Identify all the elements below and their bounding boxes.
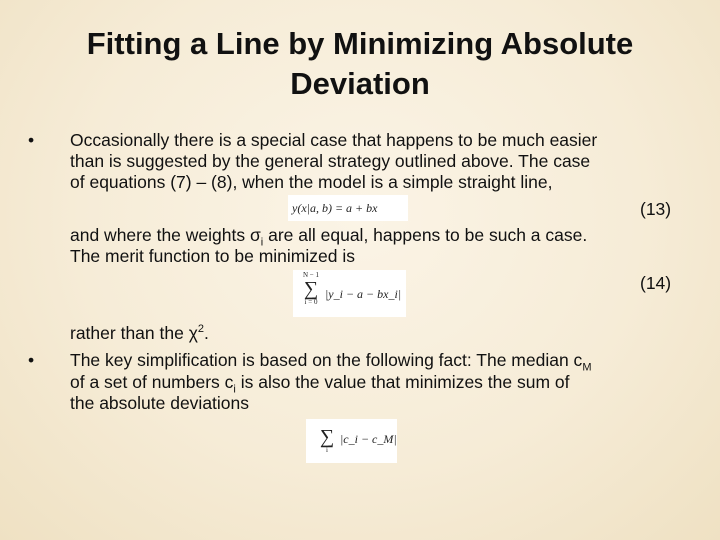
equation-median-sum: ∑ i [319,426,335,454]
bullet-marker: • [28,130,35,150]
bullet2-line3: the absolute deviations [70,393,250,413]
bullet2-line1: The key simplification is based on the following fact: The median $c_M$ [70,350,592,374]
bullet1-line3: of equations (7) – (8), when the model is a simple straight line, [70,172,553,192]
equation-13-text: y(x|a, b) = a + bx [292,201,378,215]
bullet2-line2: of a set of numbers $c_i$ is also the value that minimizes the sum of [70,372,570,396]
bullet1-merit-line: The merit function to be minimized is [70,246,355,266]
equation-14-number: (14) [640,273,672,293]
equation-14-sum: N − 1 ∑ i = 0 [302,271,319,306]
equation-14-image [293,270,406,317]
slide-title: Fitting a Line by Minimizing Absolute Deviation [86,26,634,101]
equation-13-image [288,195,408,221]
equation-14-expr: |y_i − a − bx_i| [325,287,402,301]
equation-median-expr: |c_i − c_M| [340,432,397,446]
bullet1-line2: than is suggested by the general strategy outlined above. The case [70,151,591,171]
bullet1-weights-line: and where the weights $\sigma_i$ are all equal, happens to be such a case. [70,225,588,249]
equation-median-image [306,419,397,463]
bullet-marker: • [28,350,35,370]
bullet1-line1: Occasionally there is a special case that happens to be much easier [70,130,598,150]
equation-13-number: (13) [640,199,672,219]
bullet1-chi-line: rather than the $\chi^2$. [70,323,209,343]
